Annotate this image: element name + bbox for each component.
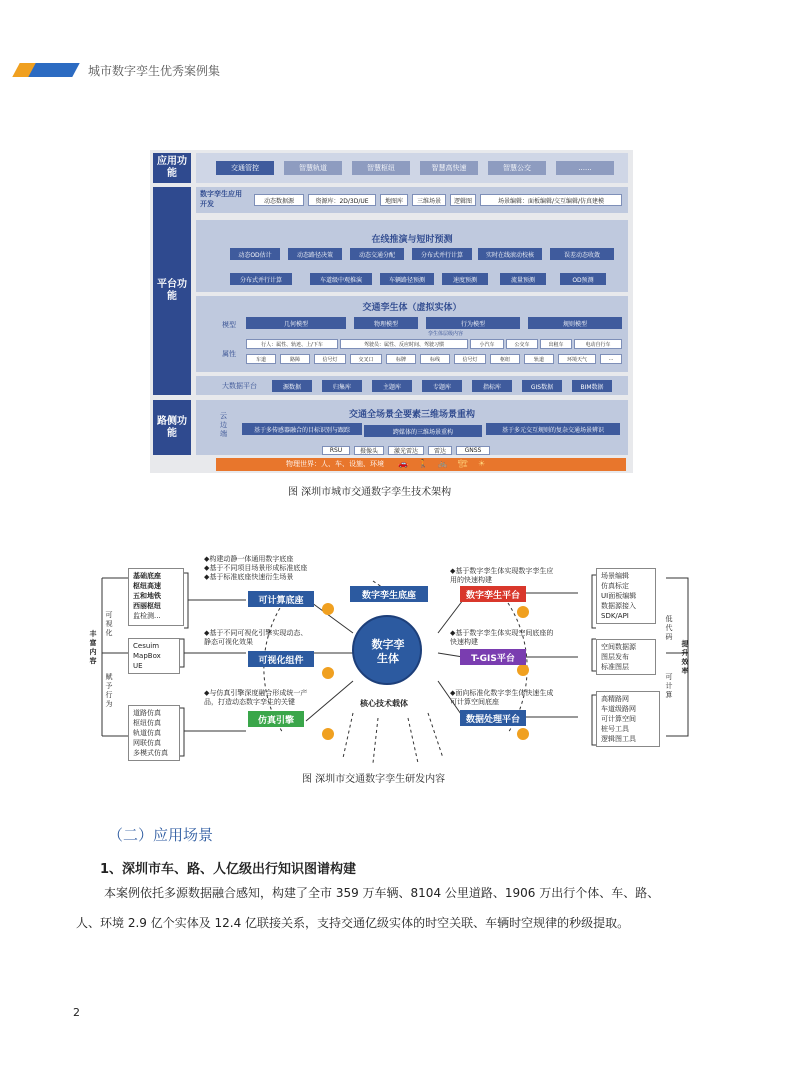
dev-item: 三维场景 [412,194,446,206]
attr-item: 路障 [280,354,310,364]
rnd-figure [88,553,708,763]
road-item: 基于多传感器融合的目标识别与跟踪 [242,423,362,435]
page-number: 2 [73,1006,80,1019]
right-box-app [596,568,656,624]
label-app-functions: 应用功能 [153,153,191,183]
box-line: UE [133,662,143,670]
note-line: ◆面向标准化数字孪生体快速生成 [450,689,554,697]
physical-icons: 🚗🚶🚲🏗☀ [398,459,496,468]
box-line: MapBox [133,652,161,660]
label-road-functions: 路侧功能 [153,400,191,455]
note-line: ◆基于不同可视化引擎实现动态、 [204,629,308,637]
left-box-sim [128,705,180,761]
left-note [204,689,344,707]
infer-item: 车辆路径预测 [380,273,434,285]
infer-item: 动态路径决策 [288,248,342,260]
left-box-visual [128,638,180,674]
box-line: UI面板编辑 [601,592,637,600]
note-line: 可计算空间底座 [450,698,499,706]
paragraph-line: 本案例依托多源数据融合感知，构建了全市 359 万车辆、8104 公里道路、1906 万出行个体、车、路、 [104,886,660,900]
sensor-item: GNSS [456,446,490,455]
attr-item: 标线 [420,354,450,364]
sensor-item: 激光雷达 [388,446,424,455]
box-line: 五和地铁 [133,592,161,600]
box-line: 道路仿真 [133,709,161,717]
attr-item: 车道 [246,354,276,364]
note-line: ◆构建动静一体通用数字底座 [204,555,294,563]
box-line: 空间数据源 [601,643,636,651]
subsection-heading: 1、深圳市车、路、人亿级出行知识图谱构建 [100,862,357,877]
attr-item: 小汽车 [470,339,504,349]
box-line: Cesuim [133,642,160,650]
base-label: 数字孪生底座 [350,586,428,602]
right-mid-label: 低代码 [665,615,673,641]
attr-item: 驾驶员：属性、反应时间、驾驶习惯 [340,339,468,349]
box-line: 桩号工具 [601,725,629,733]
badge [322,603,334,615]
sensor-item: RSU [322,446,350,455]
right-box-data [596,691,660,747]
model-item: 规则模型 [528,317,622,329]
bigdata-item: 专题库 [422,380,462,392]
sensor-item: 雷达 [428,446,452,455]
app-item: 交通管控 [216,161,274,175]
box-line: SDK/API [601,612,629,620]
box-line: 逻辑图工具 [601,735,636,743]
dev-item: 逻辑图 [450,194,476,206]
figure2-caption: 图 深圳市交通数字孪生研发内容 [302,774,446,785]
architecture-figure [150,150,633,473]
badge [517,606,529,618]
attr-item: 环境天气 [558,354,596,364]
header-accent-blue [28,63,79,77]
app-item: 智慧高快速 [420,161,478,175]
right-plat: 数据处理平台 [460,710,526,726]
box-line: 西丽枢纽 [133,602,161,610]
attr-item: 行人：属性、轨迹、上/下车 [246,339,338,349]
infer-item: 误差动态收敛 [550,248,614,260]
note-line: ◆与仿真引擎深度融合形成统一产 [204,689,308,697]
box-line: 网联仿真 [133,739,161,747]
physical-world-text: 物理世界：人、车、设施、环境 [286,460,384,468]
note-line: ◆基于数字孪生体实现空间底座的 [450,629,554,637]
dev-app-label: 数字孪生应用开发 [200,190,242,208]
bigdata-item: 源数据 [272,380,312,392]
box-line: 轨道仿真 [133,729,161,737]
left-plat: 可计算底座 [248,591,314,607]
header-title: 城市数字孪生优秀案例集 [88,64,221,78]
figure1-caption: 图 深圳市城市交通数字孪生技术架构 [288,487,452,498]
cloud-edge-label: 云边端 [220,412,227,438]
bigdata-label: 大数据平台 [222,382,257,390]
box-line: 车道级路网 [601,705,636,713]
infer-item: 分布式并行计算 [412,248,472,260]
box-line: 数据源接入 [601,602,636,610]
attr-item: 标牌 [386,354,416,364]
twin-title: 交通孪生体（虚拟实体） [362,303,462,313]
right-note [450,629,580,647]
left-side-label: 丰富内容 [89,630,97,665]
note-line: 用的快速构建 [450,576,492,584]
app-item: 智慧轨道 [284,161,342,175]
model-item: 物理模型 [354,317,418,329]
box-line: 枢纽高速 [133,582,161,590]
twin-content-note: 孪生体层级内容 [428,331,464,337]
note-line: ◆基于数字孪生体实现数字孪生应 [450,567,554,575]
attr-item: ... [600,354,622,364]
infer-item: 车道级中观推演 [310,273,372,285]
right-box-gis [596,639,656,675]
left-plat: 仿真引擎 [248,711,304,727]
right-note [450,567,580,585]
bigdata-item: 指标库 [472,380,512,392]
infer-item: 速度预测 [442,273,488,285]
road-item: 基于多元交互规则的复杂交通场景辨识 [486,423,620,435]
left-note [204,555,344,582]
bigdata-item: 归集库 [322,380,362,392]
right-plat: 数字孪生平台 [460,586,526,602]
attr-item: 电动自行车 [574,339,622,349]
note-line: 快速构建 [450,638,478,646]
box-line: 枢纽仿真 [133,719,161,727]
model-item: 几何模型 [246,317,346,329]
infer-item: 分布式并行计算 [230,273,292,285]
note-line: 静态可视化效果 [204,638,253,646]
attr-item: 轨道 [524,354,554,364]
attr-item: 交叉口 [350,354,382,364]
badge [322,667,334,679]
app-item: 智慧公交 [488,161,546,175]
dev-item: 场景编辑：面板编辑/交互编辑/仿真建模 [480,194,622,206]
note-line: ◆基于不同项目场景形成标准底座 [204,564,308,572]
box-line: 可计算空间 [601,715,636,723]
attr-item: 出租车 [540,339,572,349]
attr-label: 属性 [222,350,236,358]
badge [322,728,334,740]
box-line: 场景编辑 [601,572,629,580]
app-item: ...... [556,161,614,175]
attr-item: 公交车 [506,339,538,349]
model-item: 行为模型 [426,317,520,329]
box-line: 高精路网 [601,695,629,703]
core-label: 核心技术载体 [360,699,408,708]
center-label: 数字孪生体 [371,638,405,665]
section-heading: （二）应用场景 [108,826,214,844]
road-item: 跨媒体的三维场景重构 [364,425,482,437]
attr-item: 信号灯 [454,354,486,364]
road-title: 交通全场景全要素三维场景重构 [348,410,475,420]
sensor-item: 摄像头 [354,446,384,455]
label-platform-functions: 平台功能 [153,187,191,395]
attr-item: 枢纽 [490,354,520,364]
dev-item: 地图库 [380,194,408,206]
infer-item: OD预测 [560,273,606,285]
dev-item: 资源库：2D/3D/UE [308,194,376,206]
left-note [204,629,344,647]
bigdata-row [196,376,628,395]
right-mid-label: 可计算 [665,673,673,699]
right-side-label: 提升效率 [681,640,689,675]
note-line: ◆基于标准底座快速衍生场景 [204,573,294,581]
right-note [450,689,580,707]
attr-item: 信号灯 [314,354,346,364]
box-line: 图层发布 [601,653,629,661]
infer-item: 实时在线滚动校核 [478,248,542,260]
dev-item: 动态数据源 [254,194,304,206]
left-mid-label: 赋予行为 [105,673,113,708]
badge [517,728,529,740]
badge [517,664,529,676]
app-item: 智慧枢纽 [352,161,410,175]
infer-item: 动态OD估计 [230,248,280,260]
left-mid-label: 可视化 [105,611,113,637]
bigdata-item: 主题库 [372,380,412,392]
box-line: 监检测... [133,612,161,620]
left-box-base [128,568,184,626]
box-line: 仿真标定 [601,582,629,590]
bigdata-item: GIS数据 [522,380,562,392]
right-plat: T-GIS平台 [460,649,526,665]
infer-item: 流量预测 [500,273,546,285]
note-line: 品，打造动态数字孪生的关键 [204,698,295,706]
box-line: 标准图层 [601,663,629,671]
bigdata-item: BIM数据 [572,380,612,392]
paragraph-line: 人、环境 2.9 亿个实体及 12.4 亿联接关系，支持交通亿级实体的时空关联、车辆时空规律的秒级提取。 [76,916,630,930]
box-line: 基础底座 [133,572,161,580]
infer-item: 动态交通分配 [350,248,404,260]
inference-title: 在线推演与短时预测 [371,235,453,245]
box-line: 多模式仿真 [133,749,168,757]
model-label: 模型 [222,321,236,329]
left-plat: 可视化组件 [248,651,314,667]
